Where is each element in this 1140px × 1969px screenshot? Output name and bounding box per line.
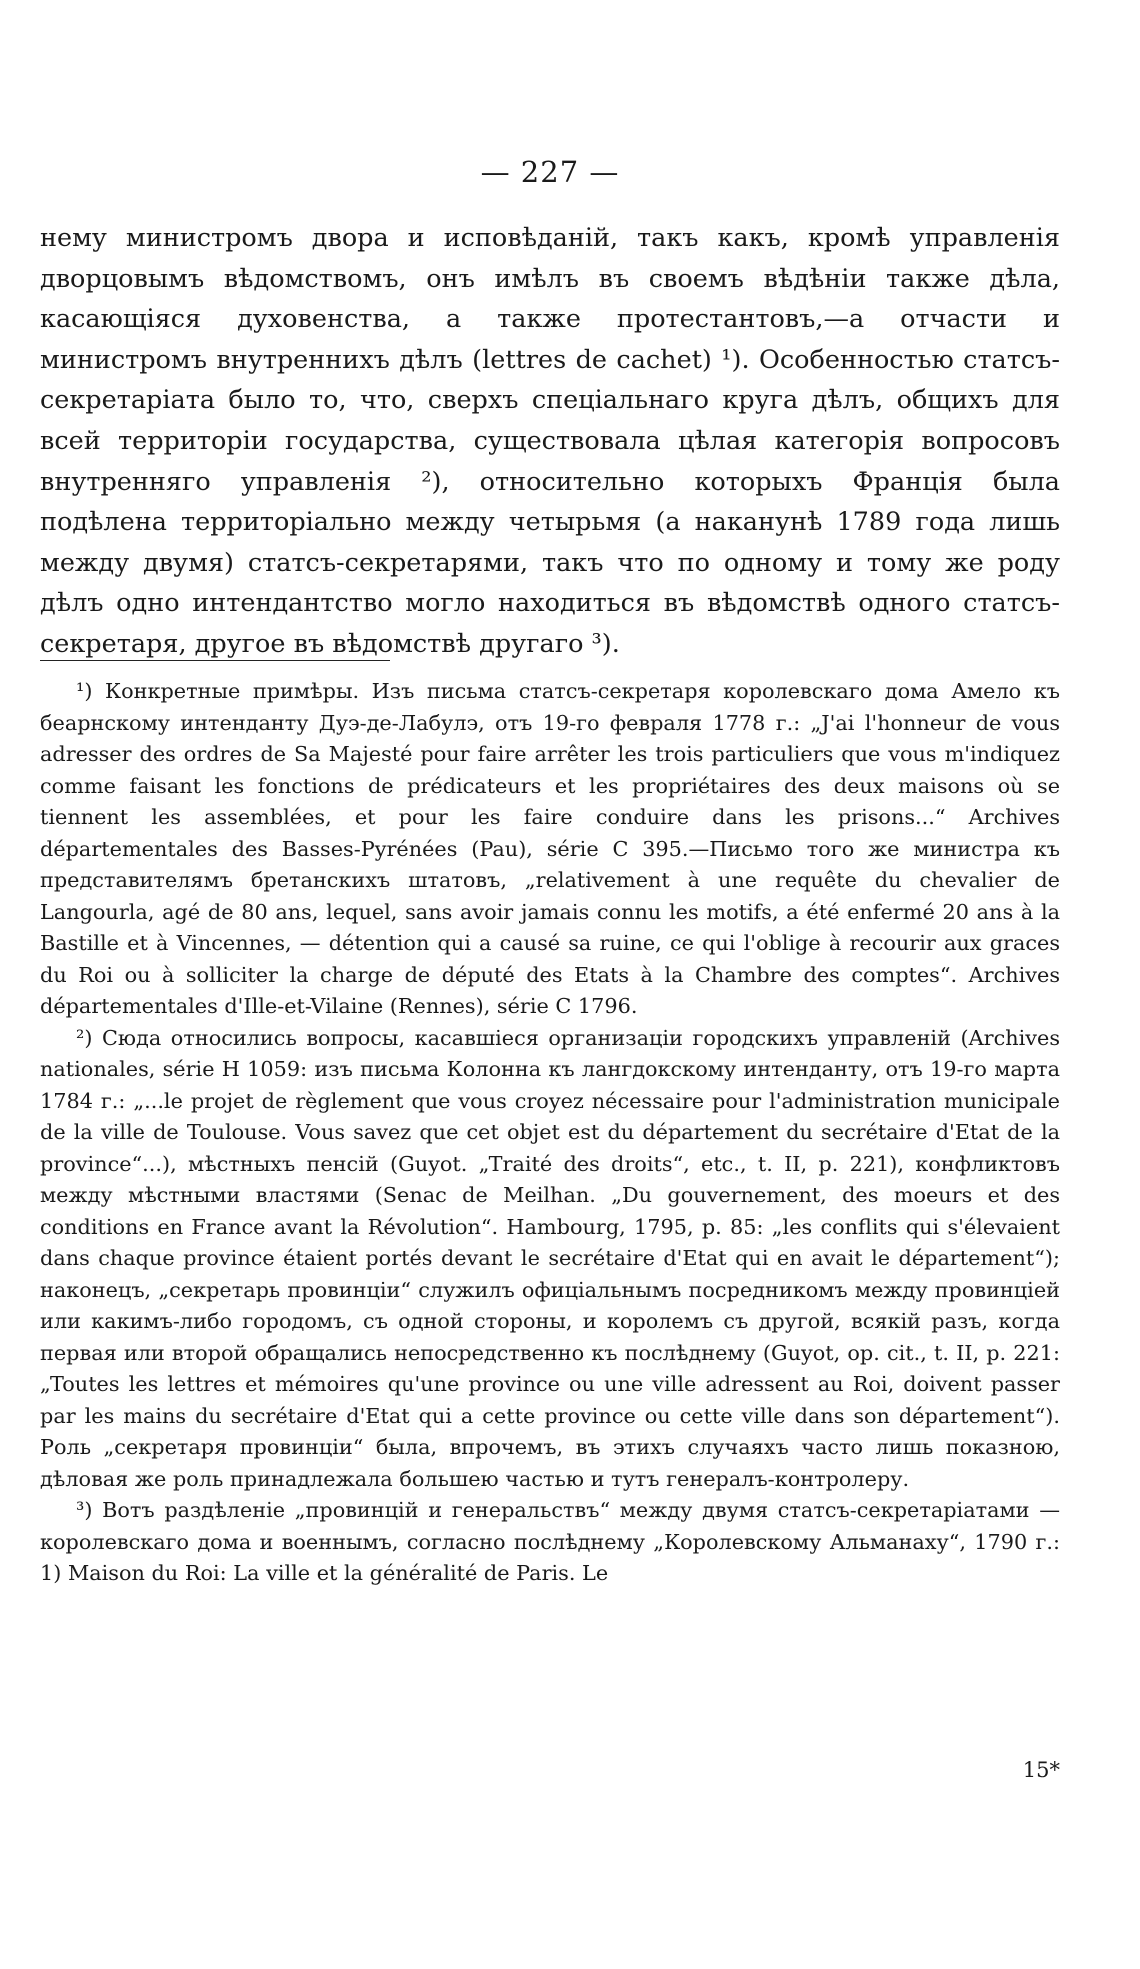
page-number: — 227 — — [480, 155, 620, 189]
footnote-2: ²) Сюда относились вопросы, касавшіеся организаціи городскихъ управленій (Archives nationales, série H 1059: изъ письма Колонна къ лангдокскому интенданту, отъ 19-го марта 1784 г.: „...le projet de règlement que vous croyez nécessaire pour l'administration municipale de la ville de Toulouse. Vous savez que cet objet est du département du secrétaire d'Etat de la province“...), мѣстныхъ пенсій (Guyot. „Traité des droits“, etc., t. II, p. 221), конфликтовъ между мѣстными властями (Senac de Meilhan. „Du gouvernement, des moeurs et des conditions en France avant la Révolution“. Hambourg, 1795, p. 85: „les conflits qui s'élevaient dans chaque province étaient portés devant le secrétaire d'Etat qui en avait le département“); наконецъ, „секретарь провинціи“ служилъ офиціальнымъ посредникомъ между провинціей или какимъ-либо городомъ, съ одной стороны, и королемъ съ другой, всякій разъ, когда первая или второй обращались непосредственно къ послѣднему (Guyot, op. cit., t. II, p. 221: „Toutes les lettres et mémoires qu'une province ou une ville adressent au Roi, doivent passer par les mains du secrétaire d'Etat qui a cette province ou cette ville dans son département“). Роль „секретаря провинціи“ была, впрочемъ, въ этихъ случаяхъ часто лишь показною, дѣловая же роль принадлежала большею частью и тутъ генералъ-контролеру. — [40, 1025, 1060, 1491]
footnote-divider — [40, 660, 390, 661]
footnotes — [40, 676, 1060, 1590]
document-page — [40, 0, 1060, 1969]
footnote-1: ¹) Конкретные примѣры. Изъ письма статсъ-секретаря королевскаго дома Амело къ беарнскому интенданту Дуэ-де-Лабулэ, отъ 19-го февраля 1778 г.: „J'ai l'honneur de vous adresser des ordres de Sa Majesté pour faire arrêter les trois particuliers que vous m'indiquez comme faisant les fonctions de prédicateurs et les propriétaires des deux maisons où se tiennent les assemblées, et pour les faire conduire dans les prisons...“ Archives départementales des Basses-Pyrénées (Pau), série C 395.—Письмо того же министра къ представителямъ бретанскихъ штатовъ, „relativement à une requête du chevalier de Langourla, agé de 80 ans, lequel, sans avoir jamais connu les motifs, a été enfermé 20 ans à la Bastille et à Vincennes, — détention qui a causé sa ruine, ce qui l'oblige à recourir aux graces du Roi ou à solliciter la charge de député des Etats à la Chambre des comptes“. Archives départementales d'Ille-et-Vilaine (Rennes), série C 1796. — [40, 679, 1060, 1018]
signature-mark: 15* — [1022, 1758, 1060, 1782]
footnote-3: ³) Вотъ раздѣленіе „провинцій и генеральствъ“ между двумя статсъ-секретаріатами — королевскаго дома и военнымъ, согласно послѣднему „Королевскому Альманаху“, 1790 г.: 1) Maison du Roi: La ville et la généralité de Paris. Le — [40, 1498, 1060, 1585]
main-paragraph: нему министромъ двора и исповѣданій, такъ какъ, кромѣ управленія дворцовымъ вѣдомствомъ, онъ имѣлъ въ своемъ вѣдѣніи также дѣла, касающіяся духовенства, а также протестантовъ,—а отчасти и министромъ внутреннихъ дѣлъ (lettres de cachet) ¹). Особенностью статсъ-секретаріата было то, что, сверхъ спеціальнаго круга дѣлъ, общихъ для всей территоріи государства, существовала цѣлая категорія вопросовъ внутренняго управленія ²), относительно которыхъ Франція была подѣлена территоріально между четырьмя (а наканунѣ 1789 года лишь между двумя) статсъ-секретарями, такъ что по одному и тому же роду дѣлъ одно интендантство могло находиться въ вѣдомствѣ одного статсъ-секретаря, другое въ вѣдомствѣ другаго ³). — [40, 223, 1060, 659]
main-text — [40, 218, 1060, 665]
